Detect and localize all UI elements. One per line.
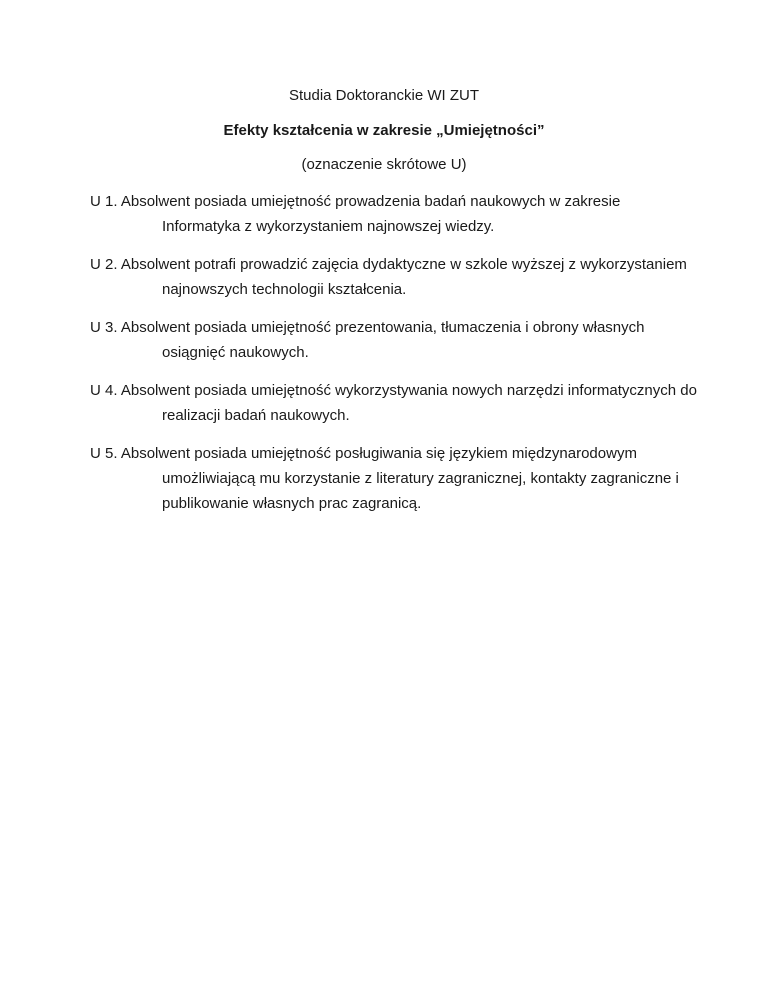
outcome-text: Absolwent potrafi prowadzić zajęcia dydaktyczne w szkole wyższej z wykorzystaniem najnowszych technologii kształcenia. <box>120 256 687 298</box>
outcome-number: U 5. <box>90 445 118 462</box>
outcome-number: U 3. <box>90 319 118 336</box>
document-institution-line: Studia Doktoranckie WI ZUT <box>288 87 480 104</box>
outcome-text: Absolwent posiada umiejętność prowadzenia badań naukowych w zakresie Informatyka z wykorzystaniem najnowszej wiedzy. <box>120 193 621 235</box>
outcome-item-u5 <box>90 441 700 516</box>
outcome-item-u2 <box>90 252 700 302</box>
document-title: Efekty kształcenia w zakresie „Umiejętności” <box>223 122 545 139</box>
outcomes-list <box>90 189 700 529</box>
outcome-item-u1 <box>90 189 700 239</box>
outcome-number: U 4. <box>90 382 118 399</box>
outcome-number: U 2. <box>90 256 118 273</box>
outcome-text: Absolwent posiada umiejętność wykorzystywania nowych narzędzi informatycznych do realizacji badań naukowych. <box>120 382 697 424</box>
outcome-item-u3 <box>90 315 700 365</box>
document-subtitle: (oznaczenie skrótowe U) <box>301 156 467 173</box>
outcome-number: U 1. <box>90 193 118 210</box>
outcome-text: Absolwent posiada umiejętność prezentowania, tłumaczenia i obrony własnych osiągnięć naukowych. <box>120 319 645 361</box>
outcome-item-u4 <box>90 378 700 428</box>
outcome-text: Absolwent posiada umiejętność posługiwania się językiem międzynarodowym umożliwiającą mu korzystanie z literatury zagranicznej, kontakty zagraniczne i publikowanie własnych prac zagranicą. <box>120 445 679 512</box>
